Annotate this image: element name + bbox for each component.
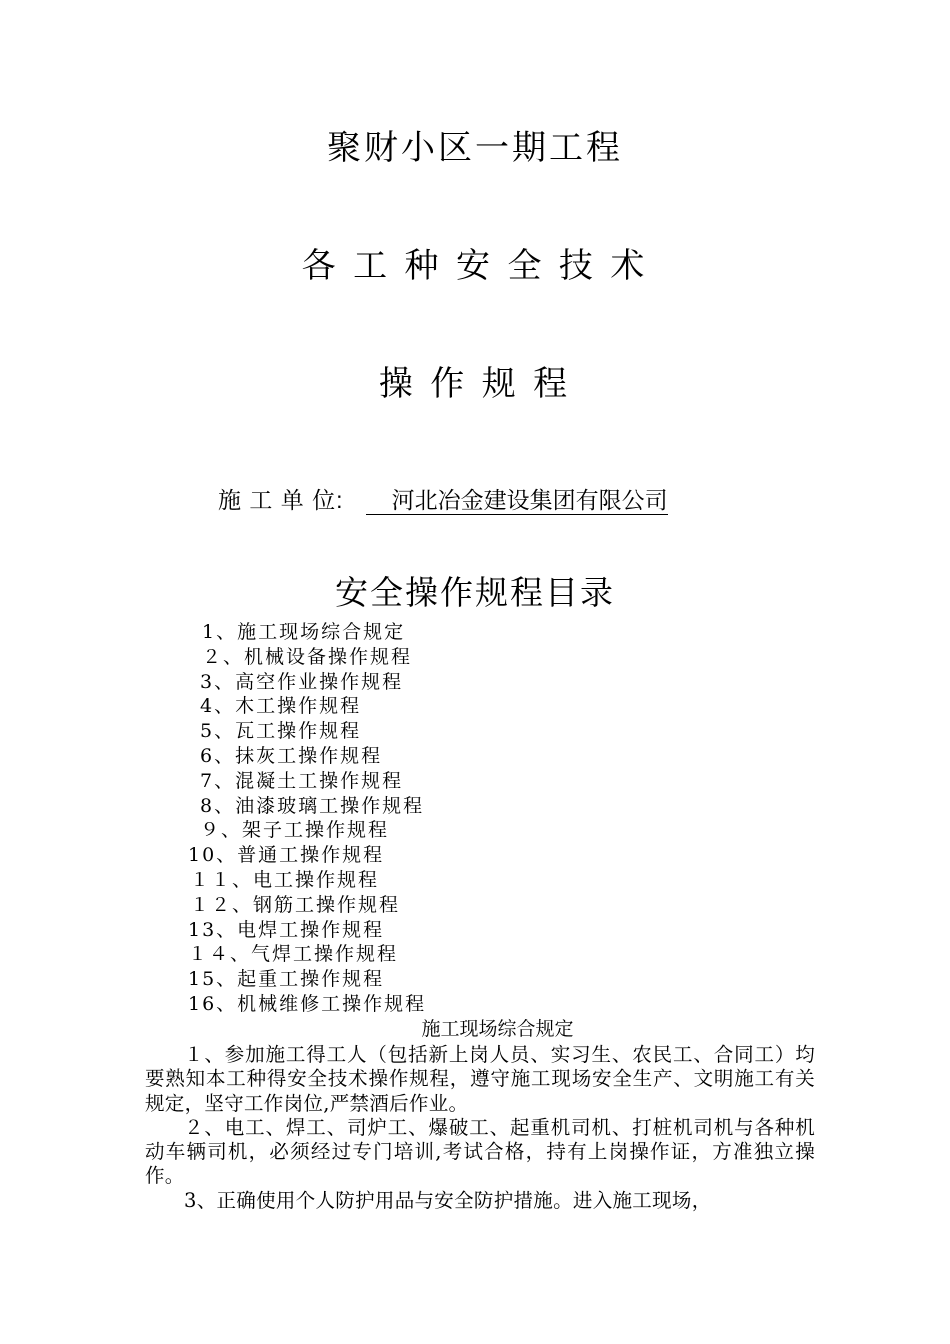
body-paragraph: ２、电工、焊工、司炉工、爆破工、起重机司机、打桩机司机与各种机动车辆司机，必须经过专门培训,考试合格，持有上岗操作证，方准独立操作。 [145, 1115, 815, 1188]
toc-item: 6、抹灰工操作规程 [200, 744, 383, 767]
toc-item: 4、木工操作规程 [200, 695, 362, 718]
toc-item: １４、气焊工操作规程 [188, 943, 399, 966]
toc-item: 13、电焊工操作规程 [188, 918, 385, 941]
body-paragraph: 3、正确使用个人防护用品与安全防护措施。进入施工现场， [184, 1188, 712, 1212]
toc-item: 8、油漆玻璃工操作规程 [200, 794, 425, 817]
toc-item: 10、普通工操作规程 [188, 844, 385, 867]
cover-title-safety-technique: 各 工 种 安 全 技 术 [301, 247, 649, 285]
body-paragraph: １、参加施工得工人（包括新上岗人员、实习生、农民工、合同工）均要熟知本工种得安全技术操作规程，遵守施工现场安全生产、文明施工有关规定，坚守工作岗位,严禁酒后作业。 [145, 1043, 815, 1115]
construction-unit-row [218, 483, 668, 517]
toc-title: 安全操作规程目录 [335, 574, 615, 611]
toc-item: １１、电工操作规程 [190, 868, 380, 891]
toc-item: 7、混凝土工操作规程 [200, 769, 404, 792]
toc-item: ２、机械设备操作规程 [202, 645, 413, 668]
construction-unit-label: 施 工 单 位: [218, 487, 344, 513]
toc-list [0, 620, 427, 1017]
toc-item: ９、架子工操作规程 [200, 819, 390, 842]
toc-item: １２、钢筋工操作规程 [190, 893, 401, 916]
section-body [145, 1043, 815, 1213]
toc-item: 5、瓦工操作规程 [200, 720, 362, 743]
section-title: 施工现场综合规定 [421, 1018, 574, 1040]
toc-item: 16、机械维修工操作规程 [188, 992, 427, 1015]
toc-item: 15、起重工操作规程 [188, 968, 385, 991]
cover-title-project: 聚财小区一期工程 [327, 129, 623, 167]
toc-item: 1、施工现场综合规定 [202, 621, 406, 643]
cover-title-operating-rules: 操 作 规 程 [378, 365, 572, 403]
construction-unit-value: 河北冶金建设集团有限公司 [366, 486, 668, 515]
toc-item: 3、高空作业操作规程 [200, 670, 404, 693]
